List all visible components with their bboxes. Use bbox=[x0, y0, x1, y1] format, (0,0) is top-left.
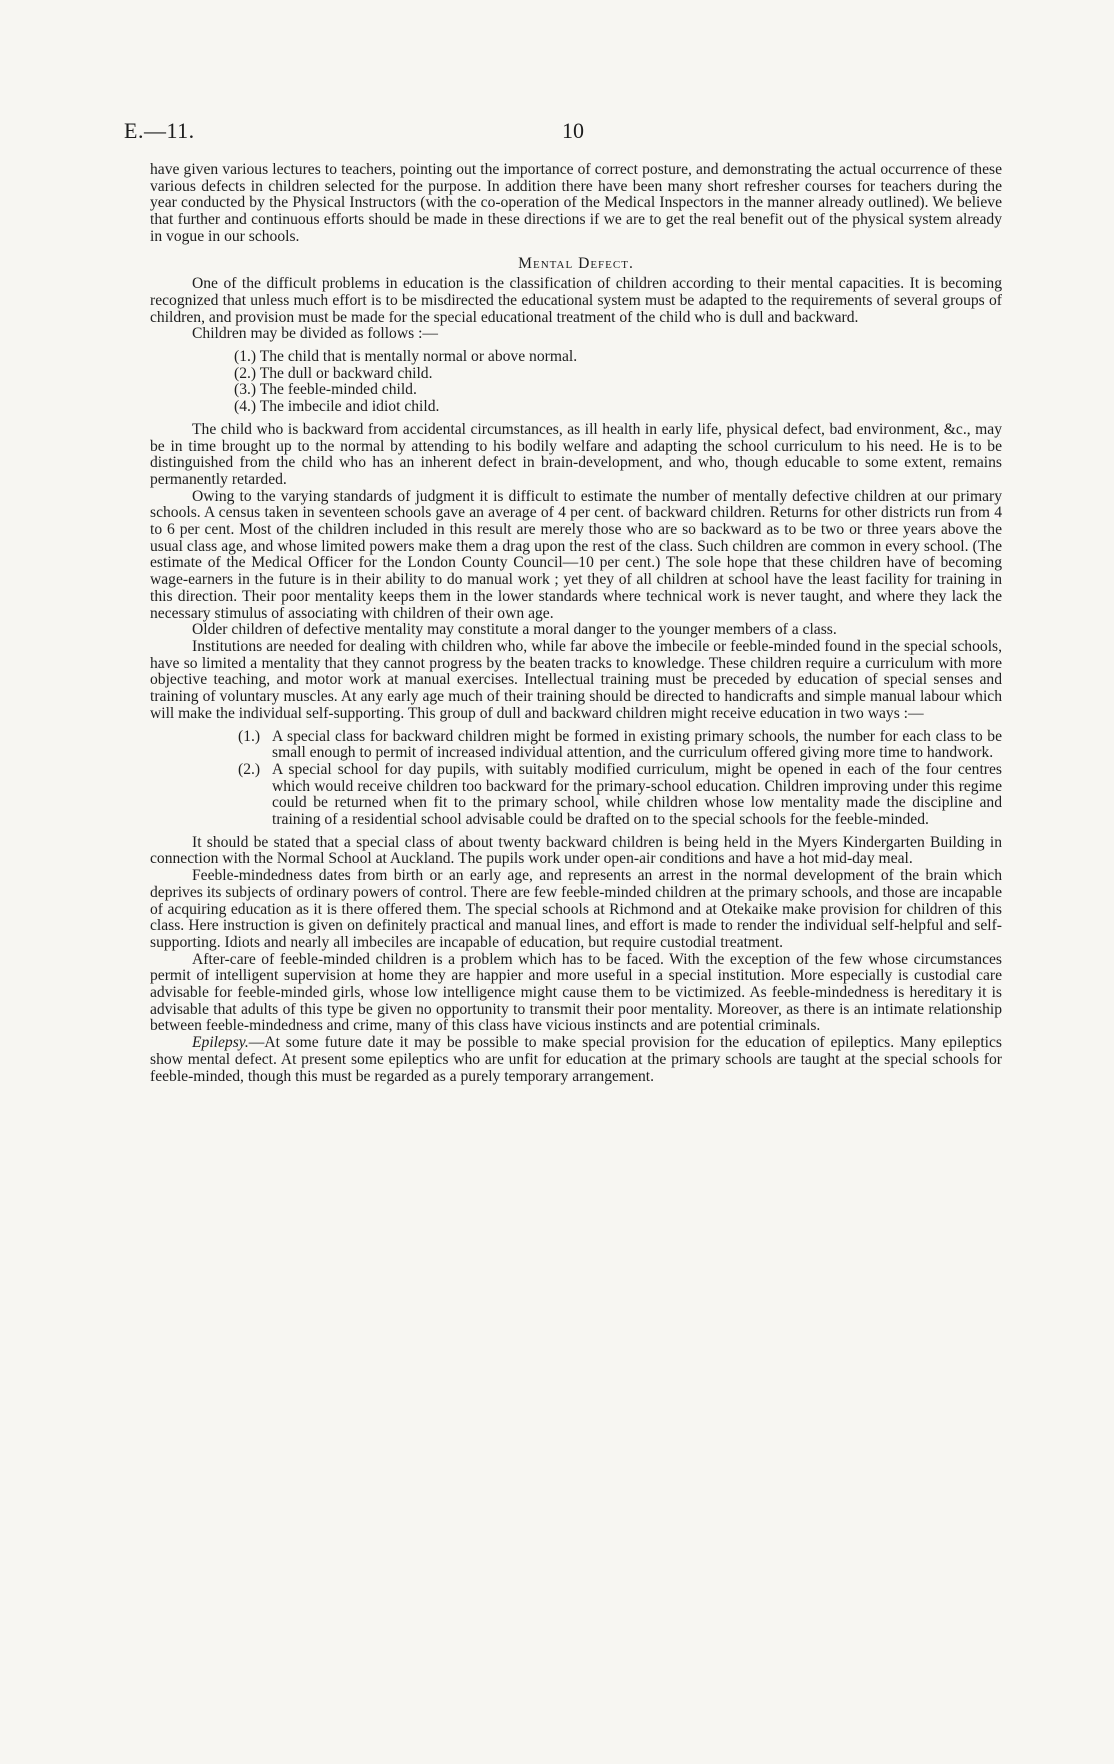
list-item-text: A special school for day pupils, with suitably modified curriculum, might be opened in each of the four centres which would receive children too backward for the primary-school education. Children improving under this regime could be returned when fit to the primary school, while children whose low mentality made the discipline and training of a residential school advisable could be drafted on to the special schools for the feeble-minded. bbox=[272, 760, 1002, 829]
document-body bbox=[150, 162, 1002, 1085]
paragraph-epilepsy bbox=[150, 1035, 1002, 1085]
paragraph-after-care: After-care of feeble-minded children is a problem which has to be faced. With the exception of the few whose circumstances permit of intelligent supervision at home they are happier and more useful in a special institution. More especially is custodial care advisable for feeble-minded girls, whose low intelligence might cause them to be victimized. As feeble-mindedness is hereditary it is advisable that adults of this type be given no opportunity to transmit their poor mentality. Moreover, as there is an intimate relationship between feeble-mindedness and crime, many of this class have vicious instincts and are potential criminals. bbox=[150, 950, 1002, 1035]
epilepsy-label: Epilepsy. bbox=[192, 1034, 249, 1052]
list-item-number: (2.) bbox=[238, 760, 261, 778]
paragraph-divisions-intro: Children may be divided as follows :— bbox=[192, 325, 438, 343]
paragraph-institutions: Institutions are needed for dealing with children who, while far above the imbecile or feeble-minded found in the special schools, have so limited a mentality that they cannot progress by the beaten tracks to knowledge. These children require a curriculum with more objective teaching, and motor work at manual exercises. Intellectual training must be preceded by education of special senses and training of voluntary muscles. At any early age much of their training should be directed to handicrafts and simple manual labour which will make the individual self-supporting. This group of dull and backward children might receive education in two ways :— bbox=[150, 637, 1002, 722]
list-item: (3.) The feeble-minded child. bbox=[234, 381, 417, 399]
education-ways-list bbox=[238, 729, 1002, 829]
paragraph-backward-child: The child who is backward from accidental circumstances, as ill health in early life, physical defect, bad environment, &c., may be in time brought up to the normal by attending to his bodily welfare and adapting the school curriculum to his need. He is to be distinguished from the child who has an inherent defect in brain-development, and who, though educable to some extent, remains permanently retarded. bbox=[150, 420, 1002, 488]
paragraph-physical-instruction: have given various lectures to teachers, pointing out the importance of correct posture, and demonstrating the actual occurrence of these various defects in children selected for the purpose. In addition there have been many short refresher courses for teachers during the year conducted by the Physical Instructors (with the co-operation of the Medical Inspectors in the manner already outlined). We believe that further and continuous efforts should be made in these directions if we are to get the real benefit out of the physical system already in vogue in our schools. bbox=[150, 161, 1002, 245]
list-item: (2.) The dull or backward child. bbox=[234, 364, 433, 382]
paragraph-feeble-mindedness: Feeble-mindedness dates from birth or an early age, and represents an arrest in the normal development of the brain which deprives its subjects of ordinary powers of control. There are few feeble-minded children at the primary schools, and those are incapable of acquiring education as it is there offered them. The special schools at Richmond and at Otekaike make provision for children of this class. Here instruction is given on definitely practical and manual lines, and effort is made to render the individual self-helpful and self-supporting. Idiots and nearly all imbeciles are incapable of education, but require custodial treatment. bbox=[150, 867, 1002, 951]
list-item-number: (1.) bbox=[238, 727, 261, 745]
list-item: (1.) The child that is mentally normal or above normal. bbox=[234, 348, 578, 366]
page-number: 10 bbox=[562, 118, 584, 143]
section-heading-mental-defect: Mental Defect. bbox=[518, 254, 634, 272]
document-reference: E.—11. bbox=[124, 118, 195, 143]
classification-list bbox=[234, 349, 1002, 416]
list-item bbox=[238, 729, 1002, 762]
paragraph-moral-danger: Older children of defective mentality may constitute a moral danger to the younger members of a class. bbox=[192, 621, 837, 639]
epilepsy-text: —At some future date it may be possible to make special provision for the education of epileptics. Many epileptics show mental defect. At present some epileptics who are unfit for education at the primary schools are taught at the special schools for feeble-minded, though this must be regarded as a purely temporary arrangement. bbox=[150, 1034, 1002, 1085]
list-item bbox=[238, 762, 1002, 829]
paragraph-census: Owing to the varying standards of judgment it is difficult to estimate the number of mentally defective children at our primary schools. A census taken in seventeen schools gave an average of 4 per cent. of backward children. Returns for other districts run from 4 to 6 per cent. Most of the children included in this result are merely those who are so backward as to be two or three years above the usual class age, and whose limited powers make them a drag upon the rest of the class. Such children are common in every school. (The estimate of the Medical Officer for the London County Council—10 per cent.) The sole hope that these children have of becoming wage-earners in the future is in their ability to do manual work ; yet they of all children at school have the least facility for training in this direction. Their poor mentality keeps them in the lower standards where technical work is never taught, and where they lack the necessary stimulus of associating with children of their own age. bbox=[150, 487, 1002, 622]
paragraph-special-class-auckland: It should be stated that a special class of about twenty backward children is being held in the Myers Kindergarten Building in connection with the Normal School at Auckland. The pupils work under open-air conditions and have a hot mid-day meal. bbox=[150, 833, 1002, 868]
list-item: (4.) The imbecile and idiot child. bbox=[234, 398, 440, 416]
list-item-text: A special class for backward children might be formed in existing primary schools, the number for each class to be small enough to permit of increased individual attention, and the curriculum offered giving more time to handwork. bbox=[272, 727, 1002, 762]
page-header bbox=[124, 118, 1004, 148]
paragraph-classification: One of the difficult problems in education is the classification of children according to their mental capacities. It is becoming recognized that unless much effort is to be misdirected the educational system must be adapted to the requirements of several groups of children, and provision must be made for the special educational treatment of the child who is dull and backward. bbox=[150, 275, 1002, 326]
